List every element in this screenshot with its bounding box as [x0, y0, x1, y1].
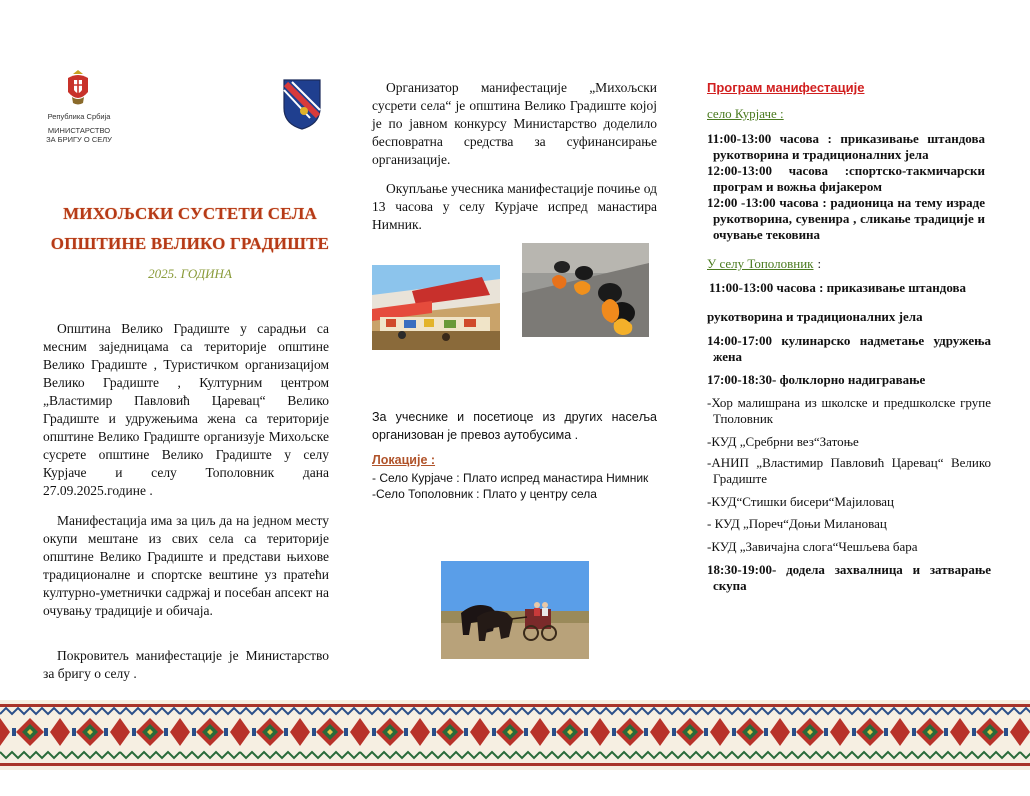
kurjace-schedule	[707, 131, 985, 243]
topolovnik-item-1a: 11:00-13:00 часова : приказивање штандова	[709, 280, 967, 295]
kurjace-item-1: 11:00-13:00 часова : приказивање штандова рукотворина и традиционалних јела	[707, 131, 985, 162]
serbia-coat-of-arms	[66, 70, 90, 108]
village-topolovnik-heading	[707, 255, 821, 273]
market-stalls-photo	[372, 265, 500, 350]
program-title: Програм манифестације	[707, 80, 865, 95]
horse-carriage-photo	[441, 561, 589, 659]
topolovnik-item-1b: рукотворина и традиционалних јела	[707, 309, 923, 324]
topolovnik-item-7: -КУД“Стишки бисери“Мајиловац	[707, 494, 895, 509]
gov-ministry-line1: МИНИСТАРСТВО	[47, 126, 111, 135]
topolovnik-item-9: -КУД „Завичајна слога“Чешљева бара	[707, 539, 918, 554]
topolovnik-item-4: -Хор малишрана из школске и предшколске групе Тполовник	[707, 395, 991, 426]
location-topolovnik: -Село Тополовник : Плато у центру села	[372, 487, 597, 501]
transport-paragraph: За учеснике и посетиоце из других насеља организован је превоз аутобусима .	[372, 410, 657, 442]
municipality-crest	[282, 78, 322, 130]
location-kurjace: - Село Курјаче : Плато испред манастира Нимник	[372, 471, 649, 485]
gov-ministry-line2: ЗА БРИГУ О СЕЛУ	[46, 135, 112, 144]
locations-title: Локације :	[372, 453, 436, 467]
main-title-line1: МИХОЉСКИ СУСТЕТИ СЕЛА	[63, 204, 317, 223]
gov-ministry-label	[34, 126, 124, 144]
year-subtitle: 2025. ГОДИНА	[148, 266, 232, 281]
village-topolovnik-colon: :	[817, 256, 822, 271]
gov-country-label: Република Србија	[47, 112, 111, 121]
folk-embroidery-border	[0, 700, 1030, 770]
village-kurjace-heading: село Курјаче :	[707, 106, 784, 121]
main-title-line2: ОПШТИНЕ ВЕЛИКО ГРАДИШТЕ	[50, 234, 330, 253]
intro-paragraph: Општина Велико Градиште у сарадњи са месним заједницама са територије општине Велико Градиште , Туристичком организацијом Велико Градиште , Културним центром „Властимир Павловић Царевац“ Велико Градиште и удружењима жена са територије општине Велико Градиште организује Михољске сусрете општине Велико Градиште у селу Курјаче и селу Тополовник дана 27.09.2025.године .	[43, 321, 329, 498]
cauldrons-photo	[522, 243, 649, 337]
topolovnik-item-10: 18:30-19:00- додела захвалница и затварање скупа	[707, 562, 991, 593]
topolovnik-item-3: 17:00-18:30- фолклорно надигравање	[707, 372, 926, 387]
topolovnik-item-5: -КУД „Сребрни вез“Затоње	[707, 434, 859, 449]
gathering-paragraph: Окупљање учесника манифестације почиње од 13 часова у селу Курјаче испред манастира Нимник.	[372, 181, 657, 232]
topolovnik-item-6: -АНИП „Властимир Павловић Царевац“ Велико Градиште	[707, 455, 991, 486]
sponsor-paragraph: Покровитељ манифестације је Министарство за бригу о селу .	[43, 648, 329, 681]
goal-paragraph: Манифестација има за циљ да на једном месту окупи мештане из свих села са територије општине Велико Градиште и представи њихове традиционалне и спортске вештине уз пратећи културно-уметнички садржај и посебан апсект на очувању традиције и обичаја.	[43, 513, 329, 618]
kurjace-item-2: 12:00-13:00 часова :спортско-такмичарски програм и вожња фијакером	[707, 163, 985, 194]
topolovnik-item-8: - КУД „Пореч“Доњи Милановац	[707, 516, 887, 531]
organizer-paragraph: Организатор манифестације „Михољски сусрети села“ је општина Велико Градиште којој је по јавном конкурсу Министарство доделило бесповратна средства за суфинансирање организације.	[372, 80, 657, 167]
kurjace-item-3: 12:00 -13:00 часова : радионица на тему израде рукотворина, сувенира , сликање традиције и очување тековина	[707, 195, 985, 242]
topolovnik-item-2: 14:00-17:00 кулинарско надметање удружења жена	[707, 333, 991, 364]
village-topolovnik-label: У селу Тополовник	[707, 256, 814, 271]
